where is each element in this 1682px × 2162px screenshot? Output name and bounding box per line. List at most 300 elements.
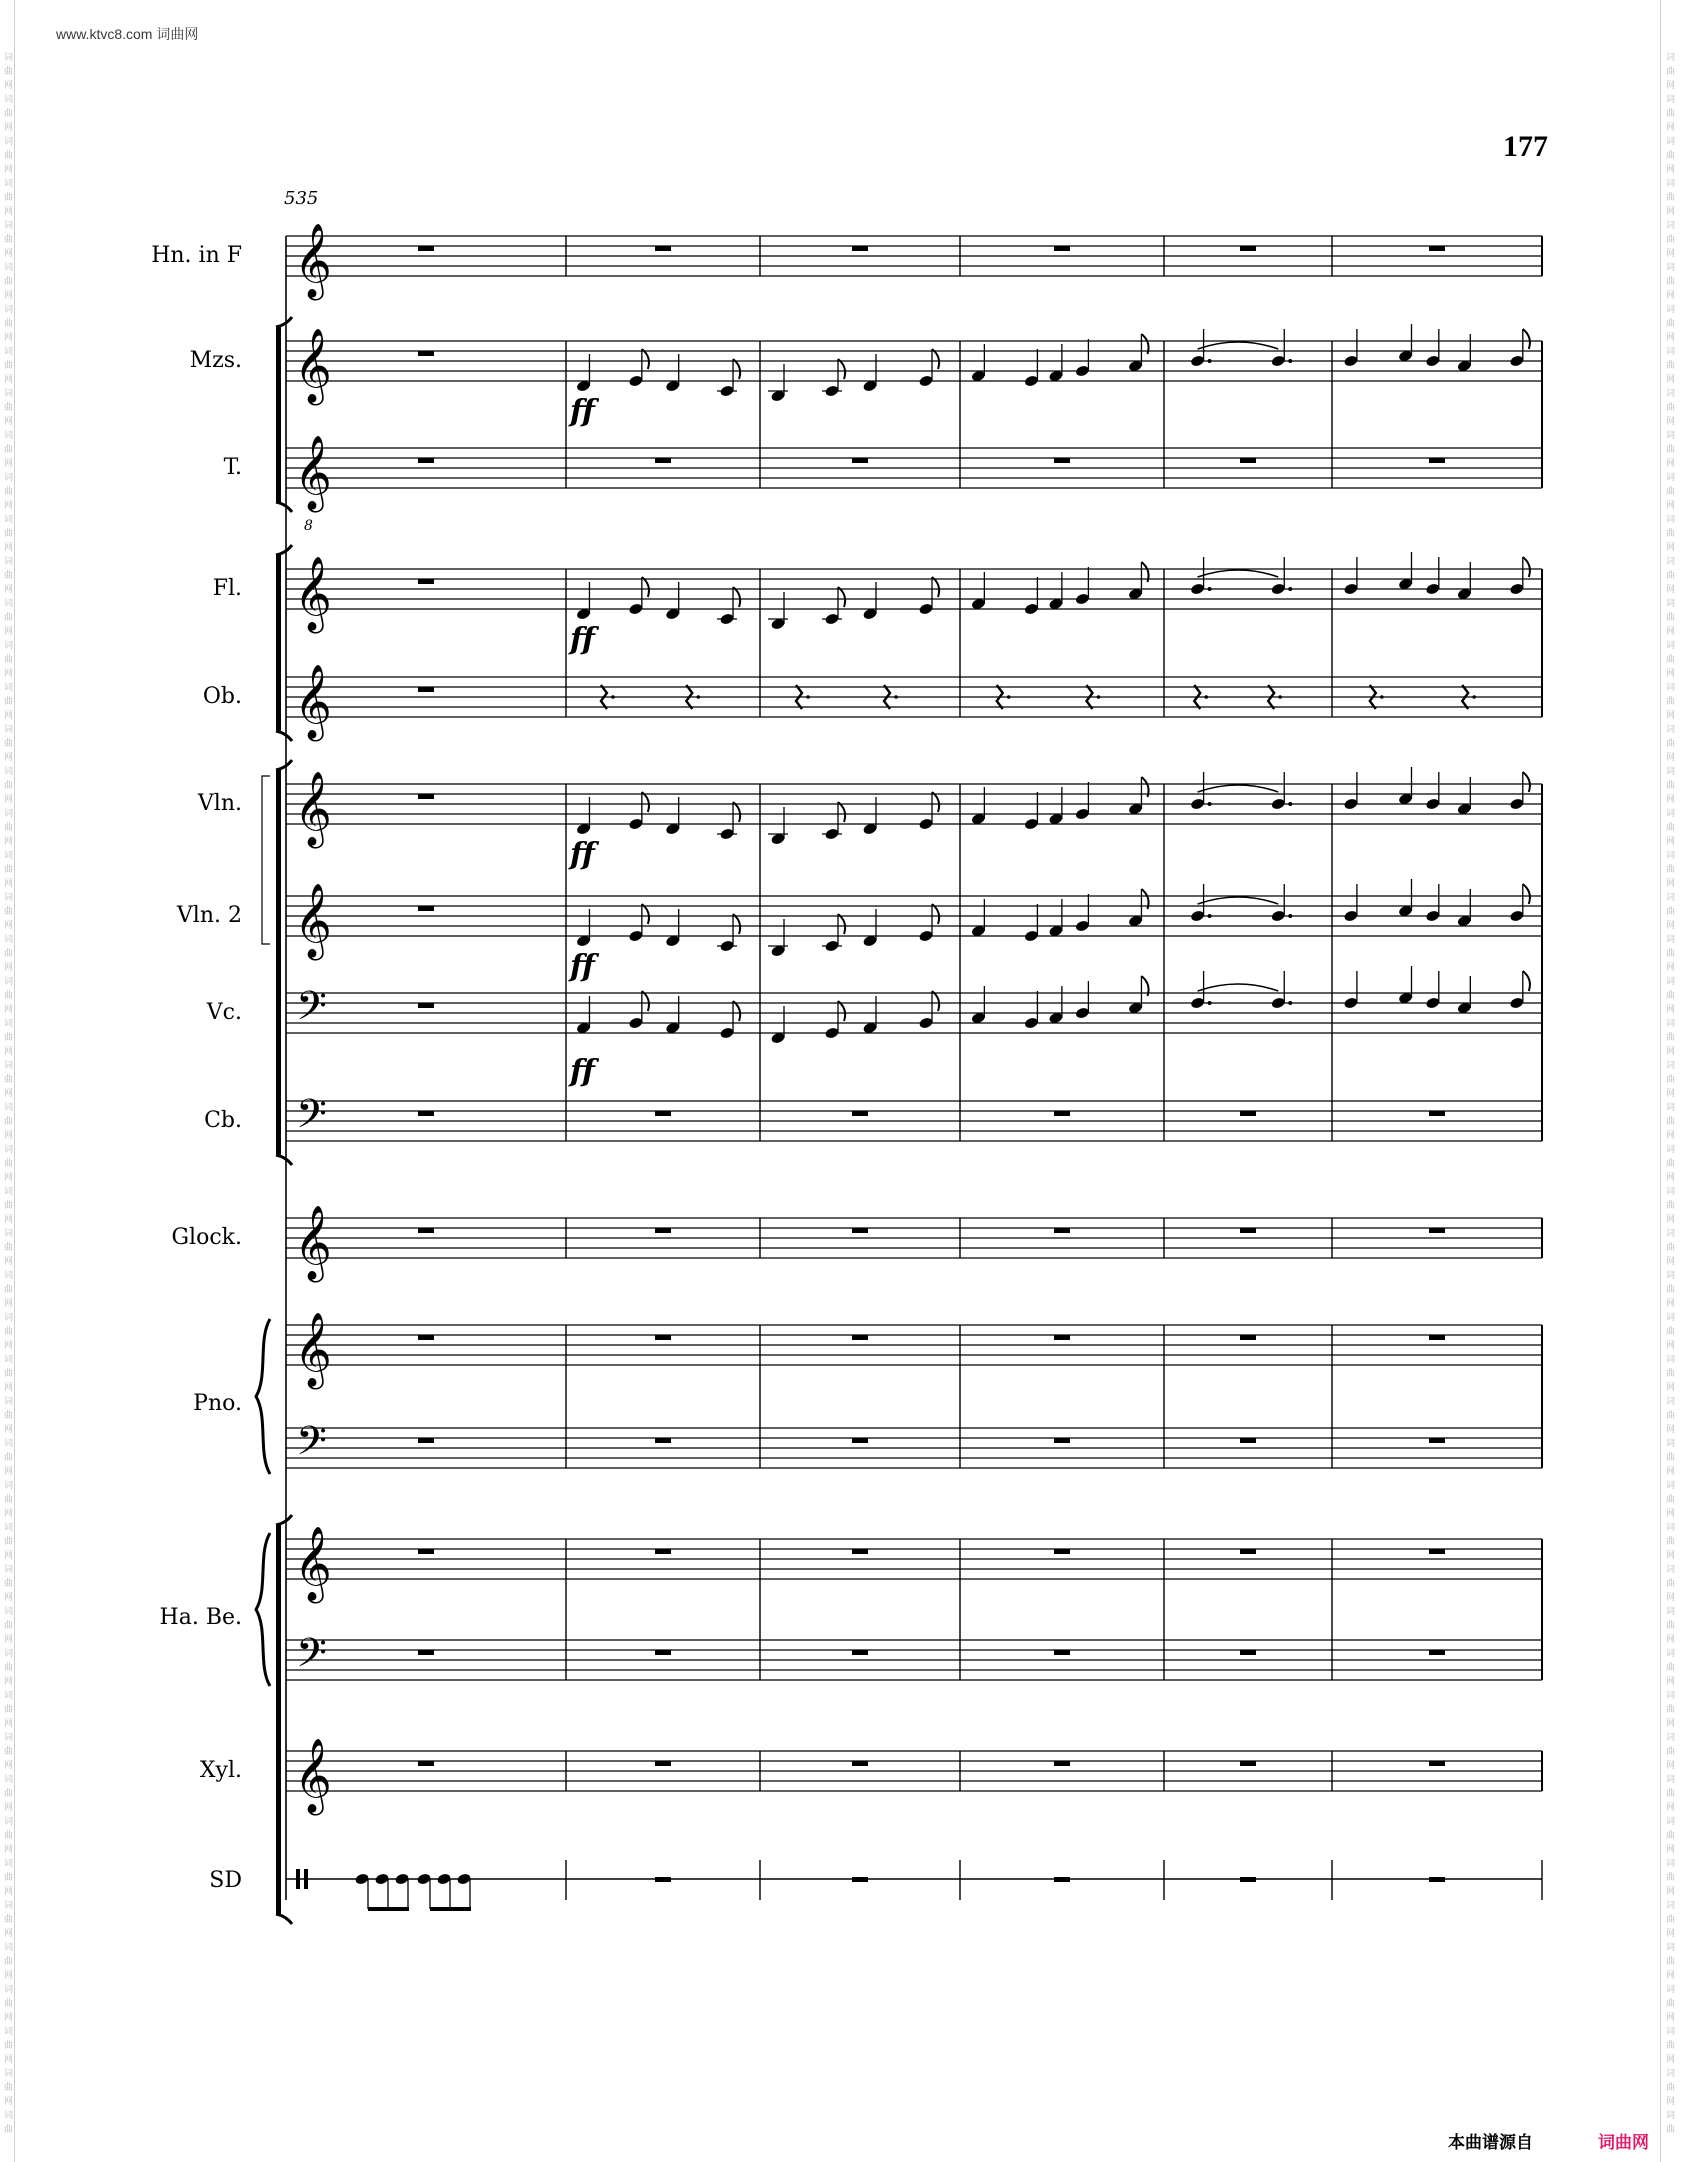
- watermark-glyph: 网: [1666, 963, 1676, 973]
- watermark-glyph: 曲: [4, 1453, 14, 1463]
- whole-rest: [852, 1228, 868, 1233]
- watermark-glyph: 词: [4, 1649, 14, 1659]
- watermark-glyph: 词: [1666, 137, 1676, 147]
- watermark-glyph: 曲: [1666, 1327, 1676, 1337]
- octave-mark: 8: [304, 518, 313, 534]
- watermark-glyph: 曲: [4, 487, 14, 497]
- watermark-glyph: 词: [4, 1145, 14, 1155]
- whole-rest: [1054, 1228, 1070, 1233]
- whole-rest: [418, 1111, 434, 1116]
- note-flag: [838, 359, 845, 379]
- watermark-glyph: 词: [1666, 1355, 1676, 1365]
- note-dot: [1288, 914, 1292, 918]
- watermark-glyph: 网: [4, 1929, 14, 1939]
- watermark-glyph: 词: [4, 179, 14, 189]
- watermark-glyph: 网: [4, 1971, 14, 1981]
- watermark-glyph: 词: [1666, 1187, 1676, 1197]
- rest-dot: [1472, 695, 1476, 699]
- watermark-glyph: 网: [1666, 753, 1676, 763]
- watermark-glyph: 曲: [4, 949, 14, 959]
- whole-rest: [852, 246, 868, 251]
- whole-rest: [655, 1650, 671, 1655]
- watermark-glyph: 网: [4, 1677, 14, 1687]
- tie: [1198, 570, 1279, 577]
- watermark-glyph: 曲: [4, 151, 14, 161]
- watermark-glyph: 词: [4, 1523, 14, 1533]
- watermark-glyph: 词: [4, 263, 14, 273]
- watermark-glyph: 曲: [1666, 1789, 1676, 1799]
- watermark-glyph: 曲: [1666, 1369, 1676, 1379]
- watermark-glyph: 词: [4, 641, 14, 651]
- harpR-clef: 𝄞: [294, 1527, 332, 1601]
- watermark-glyph: 词: [4, 1187, 14, 1197]
- label-glock: Glock.: [171, 1225, 242, 1250]
- watermark-glyph: 网: [4, 1383, 14, 1393]
- whole-rest: [852, 1549, 868, 1554]
- note-flag: [932, 991, 939, 1011]
- whole-rest: [1240, 1877, 1256, 1882]
- watermark-glyph: 曲: [4, 319, 14, 329]
- watermark-glyph: 词: [1666, 263, 1676, 273]
- watermark-glyph: 曲: [1666, 865, 1676, 875]
- watermark-glyph: 网: [1666, 1551, 1676, 1561]
- watermark-glyph: 曲: [4, 991, 14, 1001]
- watermark-glyph: 词: [4, 1397, 14, 1407]
- watermark-glyph: 曲: [1666, 823, 1676, 833]
- watermark-glyph: 曲: [1666, 1705, 1676, 1715]
- watermark-glyph: 网: [1666, 1047, 1676, 1057]
- whole-rest: [1429, 1650, 1445, 1655]
- watermark-glyph: 曲: [1666, 1453, 1676, 1463]
- watermark-glyph: 曲: [1666, 1747, 1676, 1757]
- watermark-glyph: 词: [1666, 2111, 1676, 2121]
- watermark-glyph: 词: [1666, 1817, 1676, 1827]
- watermark-glyph: 词: [4, 389, 14, 399]
- watermark-glyph: 网: [1666, 627, 1676, 637]
- whole-rest: [655, 1228, 671, 1233]
- note-dot: [1208, 359, 1212, 363]
- watermark-glyph: 曲: [4, 1705, 14, 1715]
- watermark-glyph: 词: [1666, 641, 1676, 651]
- whole-rest: [655, 1111, 671, 1116]
- whole-rest: [1240, 1650, 1256, 1655]
- watermark-glyph: 曲: [1666, 655, 1676, 665]
- watermark-glyph: 网: [4, 165, 14, 175]
- whole-rest: [655, 1549, 671, 1554]
- whole-rest: [418, 687, 434, 692]
- watermark-glyph: 曲: [4, 235, 14, 245]
- footer-logo[interactable]: 词曲网: [1598, 2133, 1649, 2153]
- whole-rest: [852, 1761, 868, 1766]
- watermark-glyph: 曲: [1666, 1201, 1676, 1211]
- rest-dot: [696, 695, 700, 699]
- whole-rest: [1429, 1877, 1445, 1882]
- watermark-glyph: 词: [1666, 1481, 1676, 1491]
- whole-rest: [1054, 1761, 1070, 1766]
- watermark-glyph: 词: [1666, 1523, 1676, 1533]
- watermark-glyph: 网: [4, 501, 14, 511]
- watermark-glyph: 曲: [1666, 991, 1676, 1001]
- watermark-glyph: 词: [1666, 431, 1676, 441]
- whole-rest: [1240, 246, 1256, 251]
- watermark-glyph: 曲: [4, 1873, 14, 1883]
- whole-rest: [1429, 1761, 1445, 1766]
- watermark-glyph: 曲: [1666, 235, 1676, 245]
- rest-dot: [611, 695, 615, 699]
- watermark-glyph: 网: [4, 1341, 14, 1351]
- note-dot: [1208, 587, 1212, 591]
- watermark-glyph: 网: [1666, 543, 1676, 553]
- watermark-glyph: 曲: [4, 1789, 14, 1799]
- watermark-glyph: 网: [1666, 1089, 1676, 1099]
- watermark-glyph: 网: [4, 1299, 14, 1309]
- watermark-glyph: 曲: [1666, 1621, 1676, 1631]
- watermark-glyph: 词: [4, 1313, 14, 1323]
- whole-rest: [1429, 1549, 1445, 1554]
- watermark-glyph: 网: [1666, 417, 1676, 427]
- whole-rest: [418, 351, 434, 356]
- whole-rest: [418, 1761, 434, 1766]
- whole-rest: [418, 458, 434, 463]
- watermark-glyph: 曲: [1666, 67, 1676, 77]
- note-flag: [642, 904, 649, 924]
- watermark-glyph: 词: [1666, 809, 1676, 819]
- vocal-bracket: [276, 327, 281, 502]
- whole-rest: [1240, 1228, 1256, 1233]
- watermark-glyph: 词: [4, 305, 14, 315]
- watermark-glyph: 曲: [4, 1117, 14, 1127]
- watermark-glyph: 词: [1666, 1229, 1676, 1239]
- watermark-glyph: 网: [4, 921, 14, 931]
- watermark-glyph: 词: [4, 1565, 14, 1575]
- whole-rest: [1240, 1111, 1256, 1116]
- snare-clef: [304, 1869, 308, 1889]
- watermark-glyph: 网: [1666, 1593, 1676, 1603]
- label-mezzo: Mzs.: [189, 348, 242, 373]
- watermark-glyph: 词: [1666, 1691, 1676, 1701]
- watermark-glyph: 曲: [4, 697, 14, 707]
- whole-rest: [852, 1650, 868, 1655]
- watermark-glyph: 词: [1666, 599, 1676, 609]
- horn-clef: 𝄞: [294, 224, 332, 298]
- whole-rest: [852, 1335, 868, 1340]
- watermark-glyph: 网: [4, 1425, 14, 1435]
- watermark-glyph: 曲: [4, 1243, 14, 1253]
- watermark-glyph: 网: [1666, 1005, 1676, 1015]
- watermark-glyph: 网: [4, 375, 14, 385]
- watermark-glyph: 网: [1666, 1803, 1676, 1813]
- watermark-glyph: 词: [4, 725, 14, 735]
- watermark-glyph: 词: [4, 95, 14, 105]
- watermark-glyph: 曲: [1666, 1579, 1676, 1589]
- watermark-glyph: 曲: [1666, 571, 1676, 581]
- watermark-glyph: 曲: [1666, 1663, 1676, 1673]
- label-tenor: T.: [223, 455, 242, 480]
- watermark-glyph: 网: [1666, 1509, 1676, 1519]
- oboe-clef: 𝄞: [294, 665, 332, 739]
- watermark-glyph: 曲: [4, 1159, 14, 1169]
- dynamic-ff: ff: [570, 949, 595, 984]
- watermark-glyph: 词: [1666, 1061, 1676, 1071]
- watermark-glyph: 网: [1666, 207, 1676, 217]
- watermark-glyph: 词: [1666, 851, 1676, 861]
- watermark-glyph: 曲: [4, 403, 14, 413]
- watermark-glyph: 词: [4, 221, 14, 231]
- whole-rest: [1429, 1228, 1445, 1233]
- watermark-glyph: 词: [4, 1733, 14, 1743]
- watermark-glyph: 曲: [1666, 1999, 1676, 2009]
- watermark-glyph: 网: [4, 207, 14, 217]
- note-flag: [642, 991, 649, 1011]
- whole-rest: [1429, 458, 1445, 463]
- watermark-glyph: 词: [4, 1943, 14, 1953]
- watermark-glyph: 词: [1666, 725, 1676, 735]
- note-dot: [1208, 802, 1212, 806]
- watermark-glyph: 词: [1666, 389, 1676, 399]
- watermark-glyph: 曲: [1666, 1285, 1676, 1295]
- watermark-glyph: 词: [1666, 1943, 1676, 1953]
- watermark-glyph: 网: [4, 1089, 14, 1099]
- watermark-glyph: 网: [1666, 1929, 1676, 1939]
- rest-dot: [1097, 695, 1101, 699]
- watermark-glyph: 网: [4, 879, 14, 889]
- watermark-glyph: 曲: [1666, 361, 1676, 371]
- rest-dot: [1204, 695, 1208, 699]
- watermark-glyph: 曲: [1666, 403, 1676, 413]
- watermark-glyph: 词: [4, 1607, 14, 1617]
- perc-bracket: [276, 1525, 281, 1914]
- watermark-glyph: 词: [4, 1901, 14, 1911]
- watermark-glyph: 网: [4, 1635, 14, 1645]
- watermark-glyph: 词: [1666, 1313, 1676, 1323]
- watermark-glyph: 网: [1666, 2013, 1676, 2023]
- whole-rest: [1054, 1650, 1070, 1655]
- watermark-glyph: 网: [1666, 165, 1676, 175]
- rest-dot: [1278, 695, 1282, 699]
- watermark-glyph: 曲: [1666, 487, 1676, 497]
- watermark-glyph: 网: [1666, 2055, 1676, 2065]
- whole-rest: [655, 1761, 671, 1766]
- watermark-glyph: 曲: [1666, 2083, 1676, 2093]
- whole-rest: [852, 1877, 868, 1882]
- label-piano: Pno.: [193, 1391, 242, 1416]
- watermark-glyph: 词: [4, 515, 14, 525]
- watermark-glyph: 曲: [4, 1621, 14, 1631]
- watermark-glyph: 曲: [4, 361, 14, 371]
- watermark-glyph: 曲: [1666, 907, 1676, 917]
- watermark-glyph: 网: [1666, 1887, 1676, 1897]
- note-flag: [642, 792, 649, 812]
- watermark-glyph: 网: [4, 627, 14, 637]
- watermark-glyph: 曲: [4, 277, 14, 287]
- watermark-glyph: 词: [1666, 347, 1676, 357]
- watermark-glyph: 网: [4, 543, 14, 553]
- note-dot: [1288, 359, 1292, 363]
- watermark-glyph: 词: [4, 2111, 14, 2121]
- whole-rest: [655, 246, 671, 251]
- watermark-glyph: 曲: [4, 1411, 14, 1421]
- watermark-glyph: 网: [1666, 1131, 1676, 1141]
- watermark-glyph: 词: [1666, 1985, 1676, 1995]
- whole-rest: [1429, 1335, 1445, 1340]
- watermark-glyph: 网: [4, 2055, 14, 2065]
- watermark-glyph: 网: [1666, 375, 1676, 385]
- watermark-glyph: 词: [1666, 683, 1676, 693]
- note-flag: [1523, 971, 1530, 991]
- watermark-glyph: 词: [1666, 2069, 1676, 2079]
- watermark-glyph: 词: [1666, 1901, 1676, 1911]
- watermark-glyph: 网: [1666, 501, 1676, 511]
- watermark-glyph: 网: [4, 123, 14, 133]
- watermark-glyph: 曲: [4, 1495, 14, 1505]
- watermark-glyph: 词: [1666, 221, 1676, 231]
- watermark-glyph: 网: [4, 1593, 14, 1603]
- page-number: 177: [1503, 130, 1548, 163]
- watermark-glyph: 曲: [4, 1327, 14, 1337]
- note-dot: [1288, 1001, 1292, 1005]
- watermark-glyph: 网: [4, 291, 14, 301]
- watermark-glyph: 曲: [1666, 193, 1676, 203]
- glock-clef: 𝄞: [294, 1206, 332, 1280]
- watermark-glyph: 词: [1666, 767, 1676, 777]
- label-horn: Hn. in F: [151, 243, 242, 268]
- whole-rest: [1240, 1335, 1256, 1340]
- whole-rest: [418, 1549, 434, 1554]
- watermark-glyph: 曲: [1666, 1117, 1676, 1127]
- cello-clef: 𝄢: [296, 983, 327, 1039]
- note-flag: [733, 359, 740, 379]
- watermark-glyph: 曲: [4, 1369, 14, 1379]
- watermark-glyph: 网: [1666, 1845, 1676, 1855]
- watermark-glyph: 曲: [4, 1999, 14, 2009]
- note-flag: [733, 914, 740, 934]
- violin2-clef: 𝄞: [294, 884, 332, 958]
- note-flag: [932, 792, 939, 812]
- rest-dot: [894, 695, 898, 699]
- watermark-glyph: 词: [4, 1229, 14, 1239]
- watermark-glyph: 网: [1666, 459, 1676, 469]
- footer-note: 本曲谱源自: [1448, 2133, 1533, 2153]
- watermark-glyph: 网: [4, 1005, 14, 1015]
- watermark-glyph: 曲: [4, 1831, 14, 1841]
- watermark-glyph: 网: [1666, 879, 1676, 889]
- whole-rest: [418, 794, 434, 799]
- watermark-glyph: 网: [1666, 1971, 1676, 1981]
- note-flag: [838, 1001, 845, 1021]
- note-dot: [1208, 1001, 1212, 1005]
- label-flute: Fl.: [212, 576, 242, 601]
- watermark-glyph: 曲: [1666, 1159, 1676, 1169]
- note-flag: [932, 577, 939, 597]
- watermark-glyph: 词: [4, 1775, 14, 1785]
- watermark-glyph: 词: [1666, 515, 1676, 525]
- score-layer: [4, 51, 1675, 2135]
- watermark-glyph: 曲: [4, 2083, 14, 2093]
- watermark-glyph: 词: [4, 893, 14, 903]
- dynamic-ff: ff: [570, 622, 595, 657]
- watermark-glyph: 曲: [1666, 277, 1676, 287]
- watermark-glyph: 词: [4, 347, 14, 357]
- site-url[interactable]: www.ktvc8.com 词曲网: [56, 26, 199, 42]
- note-dot: [1288, 802, 1292, 806]
- whole-rest: [1240, 1761, 1256, 1766]
- watermark-glyph: 网: [1666, 333, 1676, 343]
- watermark-glyph: 网: [4, 1467, 14, 1477]
- watermark-glyph: 词: [1666, 1439, 1676, 1449]
- watermark-glyph: 词: [1666, 977, 1676, 987]
- perc-bracket-hook-bottom: [276, 1914, 292, 1924]
- watermark-glyph: 词: [4, 137, 14, 147]
- measure-number: 535: [284, 188, 319, 209]
- watermark-glyph: 词: [1666, 1859, 1676, 1869]
- string-bracket-hook-top: [276, 760, 292, 770]
- watermark-glyph: 曲: [4, 1915, 14, 1925]
- watermark-glyph: 词: [1666, 1775, 1676, 1785]
- note-flag: [642, 349, 649, 369]
- watermark-glyph: 词: [4, 977, 14, 987]
- watermark-glyph: 词: [4, 599, 14, 609]
- watermark-glyph: 网: [4, 1131, 14, 1141]
- watermark-glyph: 网: [4, 2013, 14, 2023]
- watermark-glyph: 词: [4, 767, 14, 777]
- watermark-glyph: 曲: [4, 445, 14, 455]
- vocal-bracket-hook-top: [276, 317, 292, 327]
- whole-rest: [1429, 246, 1445, 251]
- note-flag: [838, 914, 845, 934]
- watermark-glyph: 网: [1666, 1215, 1676, 1225]
- watermark-glyph: 曲: [4, 823, 14, 833]
- watermark-glyph: 曲: [1666, 739, 1676, 749]
- watermark-glyph: 曲: [4, 1033, 14, 1043]
- watermark-glyph: 词: [1666, 1019, 1676, 1029]
- perc-bracket-hook-top: [276, 1515, 292, 1525]
- watermark-glyph: 曲: [1666, 1495, 1676, 1505]
- tie: [1198, 785, 1279, 792]
- whole-rest: [1054, 458, 1070, 463]
- watermark-glyph: 词: [4, 1061, 14, 1071]
- watermark-glyph: 词: [1666, 1565, 1676, 1575]
- watermark-glyph: 词: [1666, 557, 1676, 567]
- watermark-glyph: 网: [1666, 123, 1676, 133]
- watermark-glyph: 曲: [1666, 1075, 1676, 1085]
- note-flag: [838, 802, 845, 822]
- mezzo-clef: 𝄞: [294, 329, 332, 403]
- harpL-clef: 𝄢: [296, 1630, 327, 1686]
- watermark-glyph: 词: [1666, 1145, 1676, 1155]
- watermark-glyph: 词: [4, 935, 14, 945]
- snare-clef: [296, 1869, 300, 1889]
- watermark-glyph: 词: [4, 2069, 14, 2079]
- whole-rest: [418, 906, 434, 911]
- rest-dot: [806, 695, 810, 699]
- whole-rest: [418, 579, 434, 584]
- pianoL-clef: 𝄢: [296, 1418, 327, 1474]
- label-cello: Vc.: [206, 1000, 242, 1025]
- whole-rest: [655, 1438, 671, 1443]
- whole-rest: [1240, 1438, 1256, 1443]
- watermark-glyph: 词: [4, 1859, 14, 1869]
- note-beam: [430, 1907, 471, 1911]
- dynamic-ff: ff: [570, 837, 595, 872]
- watermark-glyph: 网: [4, 333, 14, 343]
- watermark-glyph: 词: [4, 1691, 14, 1701]
- watermark-glyph: 网: [4, 1173, 14, 1183]
- harp-brace: [256, 1533, 270, 1686]
- watermark-glyph: 曲: [1666, 529, 1676, 539]
- watermark-glyph: 曲: [1666, 1537, 1676, 1547]
- watermark-glyph: 词: [4, 1985, 14, 1995]
- watermark-glyph: 网: [1666, 249, 1676, 259]
